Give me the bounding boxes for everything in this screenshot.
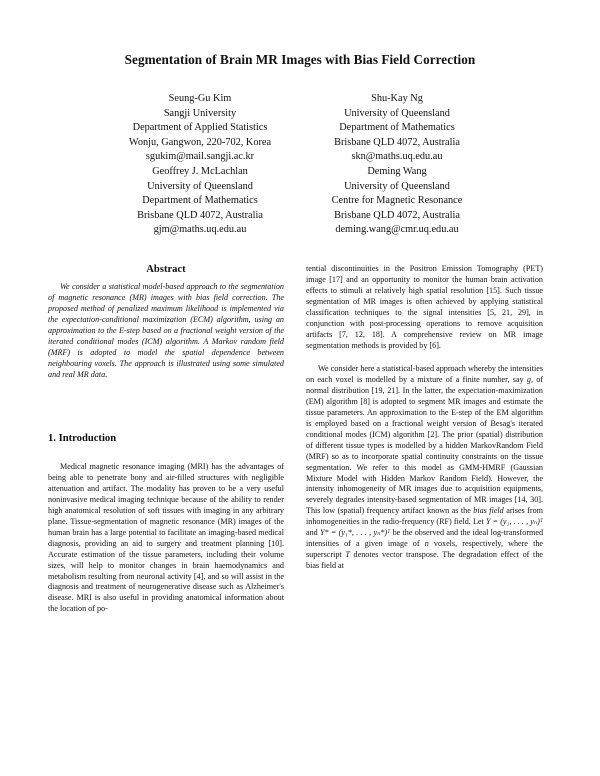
author-email: gjm@maths.uq.edu.au [153, 224, 247, 236]
author-block [292, 165, 502, 238]
math-expression: Y = (y₁, . . . , yₙ)ᵀ [485, 517, 543, 527]
math-symbol: T [345, 550, 350, 560]
author-affiliation: University of Queensland [147, 180, 253, 192]
text-run: and [306, 528, 321, 538]
text-run: denotes vector transpose. The degradation effect of the bias field at [306, 550, 543, 571]
text-run: voxels, respectively, where the superscript [306, 539, 544, 560]
text-run: arises from inhomogeneities in the radio-frequency (RF) field. Let [306, 506, 543, 527]
author-affiliation: Department of Applied Statistics [132, 122, 268, 134]
author-affiliation: University of Queensland [344, 107, 450, 119]
math-expression: Y* = (y₁*, . . . , yₙ*)ᵀ [320, 528, 391, 538]
author-block [95, 165, 305, 238]
right-column-paragraph-1 [306, 264, 543, 352]
introduction-text [48, 462, 284, 615]
body-paragraph [306, 364, 543, 572]
author-affiliation: Department of Mathematics [142, 195, 258, 207]
author-name: Deming Wang [367, 166, 427, 177]
author-affiliation: Brisbane QLD 4072, Australia [137, 209, 263, 221]
author-affiliation: Brisbane QLD 4072, Australia [334, 209, 460, 221]
emphasis: bias field [473, 506, 504, 516]
abstract-paragraph: We consider a statistical model-based approach to the segmentation of magnetic resonance (MR) images with bias field correction. The proposed method of penalized maximum likelihood is implemented via the expectation-conditional maximization (ECM) algorithm, using an approximation to the E-step based on a fractional weight version of the iterated conditional modes (ICM) algorithm. A Markov random field (MRF) is adopted to model the spatial dependence between neighbouring voxels. The approach is illustrated using some simulated and real MR data. [48, 282, 284, 379]
author-affiliation: Department of Mathematics [339, 122, 455, 134]
section-heading-introduction: 1. Introduction [48, 433, 117, 444]
right-column-paragraph-2 [306, 364, 543, 572]
author-affiliation: University of Queensland [344, 180, 450, 192]
author-affiliation: Sangji University [163, 107, 237, 119]
text-run: We consider here a statistical-based approach whereby the intensities on each voxel is modelled by a mixture of a finite number, say [306, 364, 543, 384]
author-affiliation: Centre for Magnetic Resonance [331, 195, 463, 207]
author-name: Seung-Gu Kim [168, 93, 232, 104]
author-email: deming.wang@cmr.uq.edu.au [335, 224, 459, 236]
author-name: Geoffrey J. McLachlan [152, 166, 248, 177]
abstract-heading: Abstract [146, 264, 186, 275]
text-run: be the observed and the ideal log-transformed intensities of a given image of [306, 528, 544, 549]
author-email: skn@maths.uq.edu.au [351, 151, 443, 163]
math-symbol: n [424, 539, 429, 549]
abstract-text [48, 282, 284, 381]
text-run: , of normal distribution [19, 21]. In the latter, the expectation-maximization (EM) algorithm [8] is adopted to segment MR images and estimate the tissue parameters. An approximation to the E-step of the EM algorithm is employed based on a fractional weight version of Besag's iterated conditional modes (ICM) algorithm [2]. The prior (spatial) distribution of different tissue types is modelled by a hidden MarkovRandom Field (MRF) so as to incorporate spatial continuity constraints on the tissue segmentation. We refer to this model as GMM-HMRF (Gaussian Mixture Model with Hidden Markov Random Field). However, the intensity inhomogeneity of MR images due to acquisition equipments, severely degrades intensity-based segmentation of MR images [14, 30]. This low (spatial) frequency artifact known as the [306, 374, 543, 516]
author-name: Shu-Kay Ng [371, 93, 423, 104]
author-block [292, 92, 502, 165]
author-affiliation: Wonju, Gangwon, 220-702, Korea [128, 136, 272, 148]
author-affiliation: Brisbane QLD 4072, Australia [334, 136, 460, 148]
author-email: sgukim@mail.sangji.ac.kr [145, 151, 255, 163]
author-block [95, 92, 305, 165]
body-paragraph: tential discontinuities in the Positron Emission Tomography (PET) image [17] and an opportunity to monitor the human brain activation effects to stimuli at relatively high spatial resolution [15]. Such tissue segmentation of MR images is often achieved by applying statistical classification techniques to the signal intensities [5, 21, 29], in conjunction with post-processing operations to remove acquisition artifacts [7, 12, 18]. A comprehensive review on MR image segmentation methods is provided by [6]. [306, 264, 543, 350]
paper-title: Segmentation of Brain MR Images with Bias Field Correction [124, 52, 476, 67]
intro-paragraph: Medical magnetic resonance imaging (MRI) has the advantages of being able to penetrate bony and air-filled structures with negligible attenuation and artifact. The modality has proven to be a very useful noninvasive medical imaging technique because of the ability to render high anatomical resolution of soft tissues with imaging in any arbitrary plane. Tissue-segmentation of magnetic resonance (MR) images of the human brain has a large potential to facilitate an imaging-based medical diagnosis, providing an aid to surgery and treatment planning [10]. Accurate estimation of the tissue parameters, including their volume sizes, will help to monitor changes in brain haemodynamics and metabolism resulting from neuronal activity [4], and so will assist in the diagnosis and treatment of neurogenerative disease such as Alzheimer's disease. MRI is also useful in providing anatomical information about the location of po- [48, 462, 284, 614]
math-symbol: g [526, 374, 531, 384]
